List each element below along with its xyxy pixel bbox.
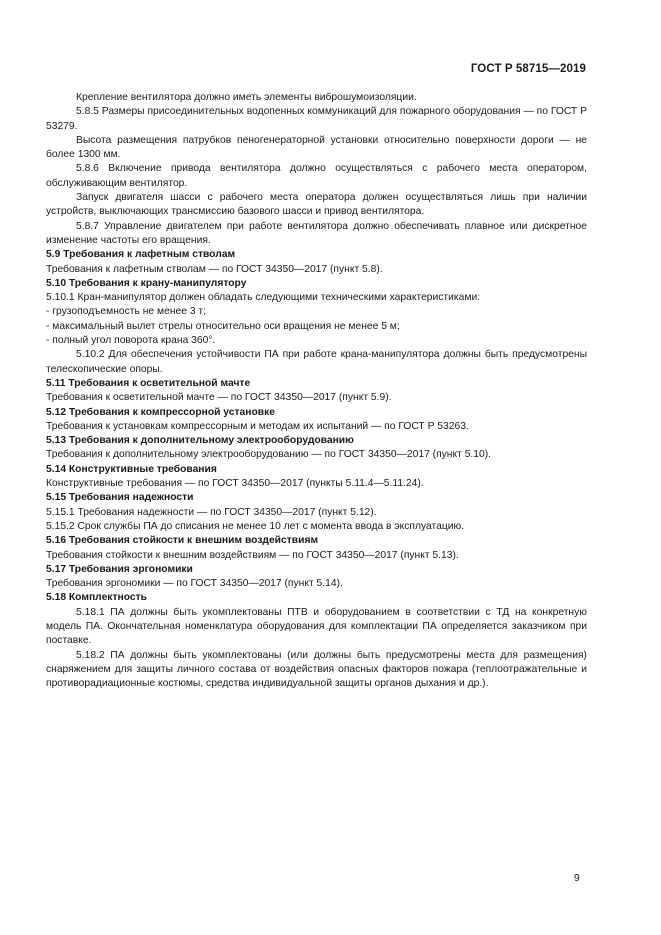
section-heading: 5.9 Требования к лафетным стволам <box>46 249 236 261</box>
paragraph: Требования к установкам компрессорным и методам их испытаний — по ГОСТ Р 53263. <box>46 420 469 432</box>
paragraph: 5.18.1 ПА должны быть укомплектованы ПТВ и оборудованием в соответствии с ТД на конкретную модель ПА. Окончательная номенклатура оборудования для комплектации ПА определяется заказчиком при поставке. <box>46 606 587 647</box>
paragraph: - полный угол поворота крана 360°. <box>46 335 216 347</box>
paragraph: - максимальный вылет стрелы относительно оси вращения не менее 5 м; <box>46 320 400 332</box>
section-heading: 5.18 Комплектность <box>46 592 147 604</box>
paragraph: Запуск двигателя шасси с рабочего места оператора должен осуществляться лишь при наличии устройств, выключающих трансмиссию базового шасси и привод вентилятора. <box>46 192 587 218</box>
document-id-header: ГОСТ Р 58715—2019 <box>470 63 586 75</box>
paragraph: 5.15.1 Требования надежности — по ГОСТ 34350—2017 (пункт 5.12). <box>46 506 377 518</box>
section-heading: 5.10 Требования к крану-манипулятору <box>46 277 247 289</box>
paragraph: 5.10.2 Для обеспечения устойчивости ПА при работе крана-манипулятора должны быть предусмотрены телескопические опоры. <box>46 349 587 375</box>
section-heading: 5.17 Требования эргономики <box>46 563 193 575</box>
paragraph: Требования стойкости к внешним воздействиям — по ГОСТ 34350—2017 (пункт 5.13). <box>46 549 459 561</box>
paragraph: Конструктивные требования — по ГОСТ 34350—2017 (пункты 5.11.4—5.11.24). <box>46 478 424 490</box>
section-heading: 5.15 Требования надежности <box>46 492 194 504</box>
section-heading: 5.13 Требования к дополнительному электрооборудованию <box>46 435 354 447</box>
paragraph: 5.18.2 ПА должны быть укомплектованы (или должны быть предусмотрены места для размещения) снаряжением для защиты личного состава от воздействия опасных факторов пожара (теплоотражательные и противорадиационные костюмы, средства индивидуальной защиты органов дыхания и др.). <box>46 649 587 690</box>
paragraph: 5.8.7 Управление двигателем при работе вентилятора должно обеспечивать плавное или дискретное изменение частоты его вращения. <box>46 220 587 246</box>
section-heading: 5.16 Требования стойкости к внешним воздействиям <box>46 535 319 547</box>
document-body <box>46 91 587 691</box>
paragraph: 5.8.6 Включение привода вентилятора должно осуществляться с рабочего места оператором, обслуживающим вентилятор. <box>46 163 587 189</box>
paragraph: Требования к лафетным стволам — по ГОСТ 34350—2017 (пункт 5.8). <box>46 263 383 275</box>
page-number: 9 <box>574 873 580 884</box>
section-heading: 5.12 Требования к компрессорной установке <box>46 406 275 418</box>
paragraph: Крепление вентилятора должно иметь элементы виброшумоизоляции. <box>76 92 417 103</box>
paragraph: Требования к осветительной мачте — по ГОСТ 34350—2017 (пункт 5.9). <box>46 392 392 404</box>
paragraph: 5.15.2 Срок службы ПА до списания не менее 10 лет с момента ввода в эксплуатацию. <box>46 520 465 532</box>
paragraph: Требования эргономики — по ГОСТ 34350—2017 (пункт 5.14). <box>46 578 343 590</box>
paragraph: 5.8.5 Размеры присоединительных водопенных коммуникаций для пожарного оборудования — по ГОСТ Р 53279. <box>46 106 587 132</box>
paragraph: Требования к дополнительному электрооборудованию — по ГОСТ 34350—2017 (пункт 5.10). <box>46 449 492 461</box>
section-heading: 5.14 Конструктивные требования <box>46 463 217 475</box>
paragraph: - грузоподъемность не менее 3 т; <box>46 306 206 318</box>
paragraph: Высота размещения патрубков пеногенераторной установки относительно поверхности дороги — не более 1300 мм. <box>46 134 587 161</box>
paragraph: 5.10.1 Кран-манипулятор должен обладать следующими техническими характеристиками: <box>46 292 481 304</box>
section-heading: 5.11 Требования к осветительной мачте <box>46 377 251 389</box>
